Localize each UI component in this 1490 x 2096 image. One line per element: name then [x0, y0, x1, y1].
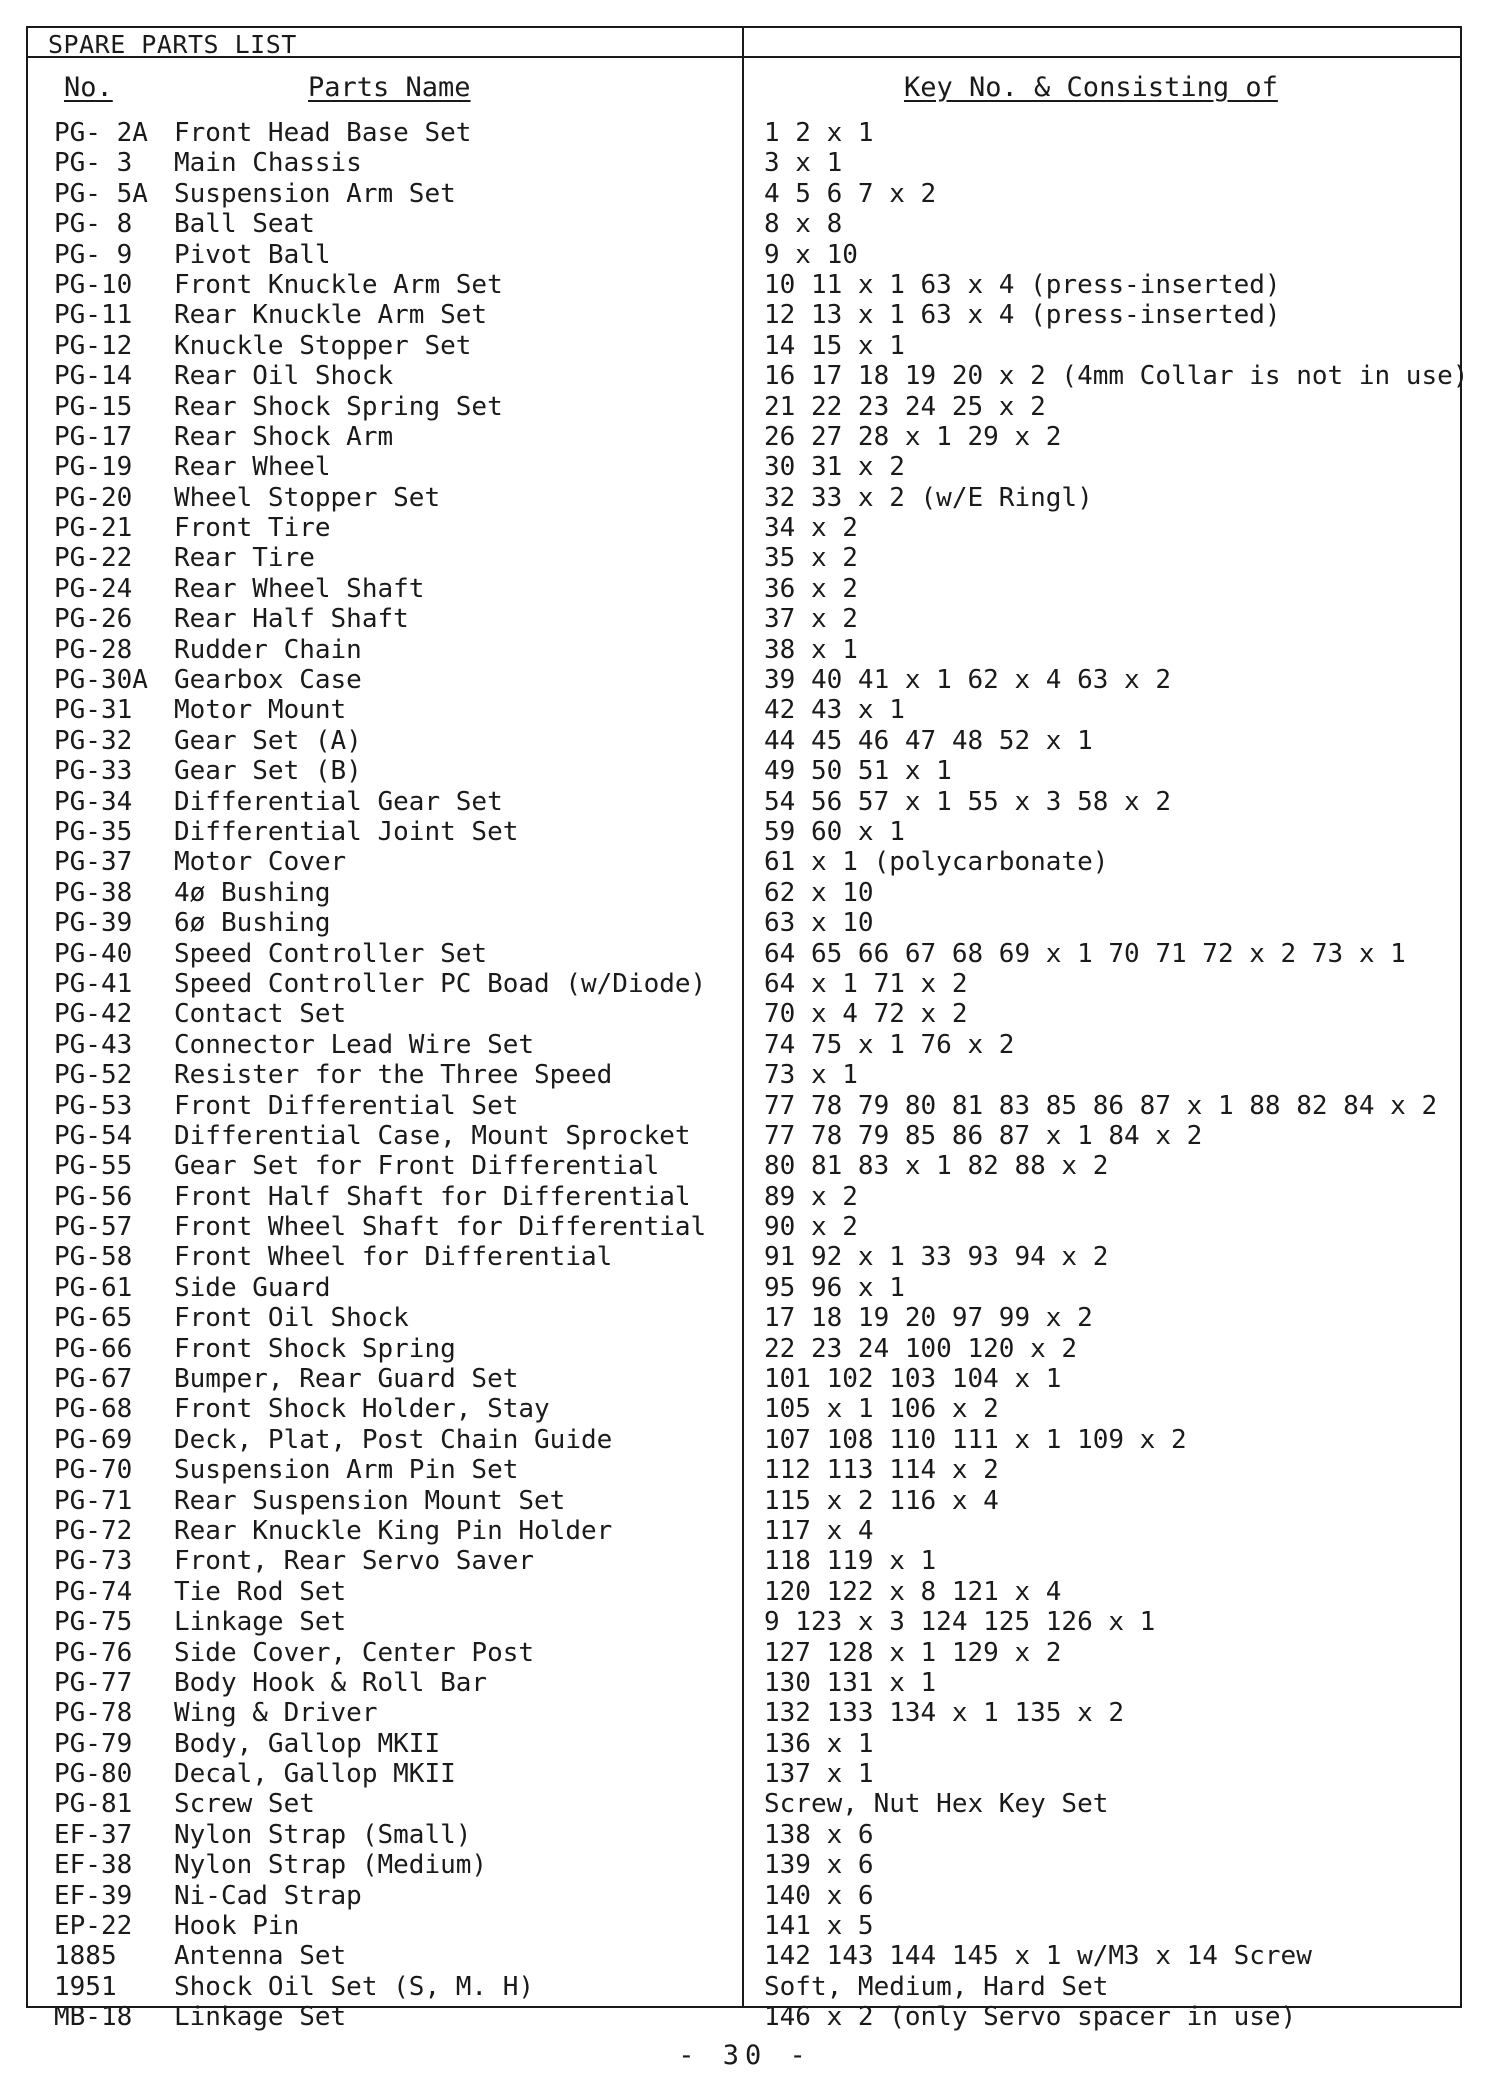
key-numbers: 61 x 1 (polycarbonate): [764, 847, 1109, 878]
key-numbers: 77 78 79 85 86 87 x 1 84 x 2: [764, 1120, 1203, 1151]
part-name: Rear Oil Shock: [174, 361, 394, 392]
key-numbers: 141 x 5: [764, 1911, 874, 1942]
part-number: PG-32: [54, 725, 133, 756]
part-name: Differential Case, Mount Sprocket: [174, 1120, 691, 1151]
key-numbers: 77 78 79 80 81 83 85 86 87 x 1 88 82 84 x 2: [764, 1090, 1438, 1121]
key-numbers: 39 40 41 x 1 62 x 4 63 x 2: [764, 665, 1171, 696]
table-row: [28, 1820, 1460, 1850]
part-number: PG-41: [54, 968, 133, 999]
part-name: Wheel Stopper Set: [174, 482, 441, 513]
key-numbers: 115 x 2 116 x 4: [764, 1485, 999, 1516]
key-numbers: 22 23 24 100 120 x 2: [764, 1333, 1078, 1364]
key-numbers: 38 x 1: [764, 634, 858, 665]
part-name: Main Chassis: [174, 148, 362, 179]
part-number: PG-77: [54, 1667, 133, 1698]
key-numbers: 120 122 x 8 121 x 4: [764, 1576, 1062, 1607]
part-number: EP-22: [54, 1911, 133, 1942]
key-numbers: 137 x 1: [764, 1759, 874, 1790]
part-number: PG- 5A: [54, 178, 148, 209]
part-number: PG-70: [54, 1455, 133, 1486]
part-number: PG-28: [54, 634, 133, 665]
part-number: PG-61: [54, 1272, 133, 1303]
part-number: EF-37: [54, 1819, 133, 1850]
part-number: PG-37: [54, 847, 133, 878]
key-numbers: 4 5 6 7 x 2: [764, 178, 937, 209]
table-row: [28, 452, 1460, 482]
part-number: PG- 8: [54, 209, 133, 240]
key-numbers: 62 x 10: [764, 877, 874, 908]
part-number: 1885: [54, 1941, 117, 1972]
part-number: PG-43: [54, 1029, 133, 1060]
part-name: Front Knuckle Arm Set: [174, 269, 503, 300]
table-row: [28, 1607, 1460, 1637]
spare-parts-table: [26, 26, 1469, 2033]
table-row: [28, 817, 1460, 847]
part-number: EF-39: [54, 1880, 133, 1911]
part-name: Nylon Strap (Small): [174, 1819, 472, 1850]
table-row: [28, 240, 1460, 270]
part-number: PG- 3: [54, 148, 133, 179]
key-numbers: 105 x 1 106 x 2: [764, 1394, 999, 1425]
part-name: Speed Controller Set: [174, 938, 488, 969]
title-cell-blank: [744, 28, 1460, 58]
part-name: Body Hook & Roll Bar: [174, 1667, 488, 1698]
table-row: [28, 1364, 1460, 1394]
table-row: [28, 574, 1460, 604]
key-numbers: 1 2 x 1: [764, 118, 874, 148]
table-row: [28, 1030, 1460, 1060]
part-number: PG-30A: [54, 665, 148, 696]
part-name: Front Wheel Shaft for Differential: [174, 1212, 707, 1243]
part-number: PG-10: [54, 269, 133, 300]
key-numbers: 14 15 x 1: [764, 330, 905, 361]
part-number: PG-35: [54, 816, 133, 847]
part-number: PG-71: [54, 1485, 133, 1516]
key-numbers: 139 x 6: [764, 1850, 874, 1881]
part-name: Suspension Arm Pin Set: [174, 1455, 519, 1486]
part-number: PG-38: [54, 877, 133, 908]
table-row: [28, 1182, 1460, 1212]
table-row: [28, 1060, 1460, 1090]
key-numbers: 9 123 x 3 124 125 126 x 1: [764, 1607, 1156, 1638]
part-name: Body, Gallop MKII: [174, 1728, 441, 1759]
table-row: [28, 1334, 1460, 1364]
part-number: PG-54: [54, 1120, 133, 1151]
part-number: PG-66: [54, 1333, 133, 1364]
table-row: [28, 1668, 1460, 1698]
part-number: PG-80: [54, 1759, 133, 1790]
key-numbers: 112 113 114 x 2: [764, 1455, 999, 1486]
table-row: [28, 726, 1460, 756]
part-name: Differential Joint Set: [174, 816, 519, 847]
sheet-title: SPARE PARTS LIST: [48, 30, 297, 59]
key-numbers: 140 x 6: [764, 1880, 874, 1911]
part-name: Speed Controller PC Boad (w/Diode): [174, 968, 707, 999]
part-name: Decal, Gallop MKII: [174, 1759, 456, 1790]
table-row: [28, 1789, 1460, 1819]
part-name: Linkage Set: [174, 1607, 347, 1638]
key-numbers: 42 43 x 1: [764, 695, 905, 726]
table-row: [28, 270, 1460, 300]
table-row: [28, 1425, 1460, 1455]
part-number: PG-24: [54, 573, 133, 604]
part-number: PG-26: [54, 604, 133, 635]
table-row: [28, 1729, 1460, 1759]
part-number: PG-22: [54, 543, 133, 574]
table-row: [28, 1455, 1460, 1485]
key-numbers: 90 x 2: [764, 1212, 858, 1243]
key-numbers: 35 x 2: [764, 543, 858, 574]
key-numbers: 37 x 2: [764, 604, 858, 635]
part-number: EF-38: [54, 1850, 133, 1881]
key-numbers: Screw, Nut Hex Key Set: [764, 1789, 1109, 1820]
column-header-key-no: Key No. & Consisting of: [904, 72, 1278, 103]
part-name: Differential Gear Set: [174, 786, 503, 817]
key-numbers: 16 17 18 19 20 x 2 (4mm Collar is not in use): [764, 361, 1469, 392]
key-numbers: 127 128 x 1 129 x 2: [764, 1637, 1062, 1668]
table-row: [28, 604, 1460, 634]
part-number: PG-58: [54, 1242, 133, 1273]
key-numbers: Soft, Medium, Hard Set: [764, 1971, 1109, 2002]
part-number: PG-39: [54, 908, 133, 939]
part-number: PG-12: [54, 330, 133, 361]
part-number: PG-17: [54, 421, 133, 452]
table-row: [28, 543, 1460, 573]
table-row: [28, 331, 1460, 361]
part-name: 6ø Bushing: [174, 908, 331, 939]
table-row: [28, 1516, 1460, 1546]
part-name: Deck, Plat, Post Chain Guide: [174, 1424, 613, 1455]
part-name: Gear Set for Front Differential: [174, 1151, 660, 1182]
table-row: [28, 878, 1460, 908]
part-number: PG-72: [54, 1515, 133, 1546]
table-row: [28, 908, 1460, 938]
part-name: Front Wheel for Differential: [174, 1242, 613, 1273]
part-number: PG-14: [54, 361, 133, 392]
part-name: Rear Shock Arm: [174, 421, 394, 452]
part-name: Front Half Shaft for Differential: [174, 1181, 691, 1212]
key-numbers: 54 56 57 x 1 55 x 3 58 x 2: [764, 786, 1171, 817]
key-numbers: 138 x 6: [764, 1819, 874, 1850]
table-row: [28, 361, 1469, 392]
key-numbers: 89 x 2: [764, 1181, 858, 1212]
part-name: Front Shock Spring: [174, 1333, 456, 1364]
part-name: Knuckle Stopper Set: [174, 330, 472, 361]
table-row: [28, 1698, 1460, 1728]
table-row: [28, 695, 1460, 725]
part-name: Connector Lead Wire Set: [174, 1029, 535, 1060]
part-name: Pivot Ball: [174, 239, 331, 270]
table-row: [28, 1972, 1460, 2002]
part-name: Gear Set (A): [174, 725, 362, 756]
table-row: [28, 1121, 1460, 1151]
part-number: PG-75: [54, 1607, 133, 1638]
part-number: PG-76: [54, 1637, 133, 1668]
part-name: Front Shock Holder, Stay: [174, 1394, 550, 1425]
key-numbers: 12 13 x 1 63 x 4 (press-inserted): [764, 300, 1281, 331]
table-row: [28, 179, 1460, 209]
key-numbers: 17 18 19 20 97 99 x 2: [764, 1303, 1093, 1334]
part-name: Contact Set: [174, 999, 347, 1030]
part-number: PG-67: [54, 1364, 133, 1395]
table-row: [28, 847, 1460, 877]
part-number: PG- 9: [54, 239, 133, 270]
table-row: [28, 1091, 1460, 1121]
key-numbers: 73 x 1: [764, 1060, 858, 1091]
part-name: Wing & Driver: [174, 1698, 378, 1729]
table-row: [28, 1759, 1460, 1789]
key-numbers: 146 x 2 (only Servo spacer in use): [764, 2002, 1297, 2033]
key-numbers: 63 x 10: [764, 908, 874, 939]
part-number: PG-69: [54, 1424, 133, 1455]
key-numbers: 64 x 1 71 x 2: [764, 968, 968, 999]
table-row: [28, 1577, 1460, 1607]
key-numbers: 70 x 4 72 x 2: [764, 999, 968, 1030]
part-number: PG-21: [54, 513, 133, 544]
part-name: Rear Shock Spring Set: [174, 391, 503, 422]
part-name: Ball Seat: [174, 209, 315, 240]
table-row: [28, 635, 1460, 665]
table-row: [28, 300, 1460, 330]
column-header-parts-name: Parts Name: [308, 72, 471, 103]
key-numbers: 101 102 103 104 x 1: [764, 1364, 1062, 1395]
table-row: [28, 939, 1460, 969]
part-name: Side Guard: [174, 1272, 331, 1303]
table-row: [28, 118, 1460, 148]
part-number: PG-40: [54, 938, 133, 969]
table-row: [28, 148, 1460, 178]
part-number: PG-55: [54, 1151, 133, 1182]
key-numbers: 9 x 10: [764, 239, 858, 270]
part-name: Tie Rod Set: [174, 1576, 347, 1607]
key-numbers: 8 x 8: [764, 209, 843, 240]
title-cell: [28, 28, 742, 58]
key-numbers: 117 x 4: [764, 1515, 874, 1546]
table-row: [28, 483, 1460, 513]
part-number: PG-74: [54, 1576, 133, 1607]
page-number: - 30 -: [678, 2040, 812, 2071]
part-number: PG-42: [54, 999, 133, 1030]
table-row: [28, 209, 1460, 239]
part-number: PG-34: [54, 786, 133, 817]
part-number: PG-52: [54, 1060, 133, 1091]
part-name: Rear Suspension Mount Set: [174, 1485, 566, 1516]
part-number: PG-65: [54, 1303, 133, 1334]
key-numbers: 36 x 2: [764, 573, 858, 604]
table-row: [28, 513, 1460, 543]
part-number: MB-18: [54, 2002, 133, 2033]
part-number: PG- 2A: [54, 118, 148, 148]
table-row: [28, 1941, 1460, 1971]
table-row: [28, 2002, 1460, 2032]
part-name: Nylon Strap (Medium): [174, 1850, 488, 1881]
part-number: PG-19: [54, 452, 133, 483]
part-name: Side Cover, Center Post: [174, 1637, 535, 1668]
key-numbers: 59 60 x 1: [764, 816, 905, 847]
part-name: Rudder Chain: [174, 634, 362, 665]
key-numbers: 132 133 134 x 1 135 x 2: [764, 1698, 1125, 1729]
key-numbers: 34 x 2: [764, 513, 858, 544]
key-numbers: 136 x 1: [764, 1728, 874, 1759]
table-row: [28, 787, 1460, 817]
key-numbers: 3 x 1: [764, 148, 843, 179]
table-row: [28, 1242, 1460, 1272]
key-numbers: 49 50 51 x 1: [764, 756, 952, 787]
key-numbers: 80 81 83 x 1 82 88 x 2: [764, 1151, 1109, 1182]
part-number: PG-31: [54, 695, 133, 726]
part-number: PG-56: [54, 1181, 133, 1212]
table-row: [28, 1273, 1460, 1303]
part-name: Antenna Set: [174, 1941, 347, 1972]
part-name: Motor Cover: [174, 847, 347, 878]
part-number: PG-53: [54, 1090, 133, 1121]
part-number: PG-11: [54, 300, 133, 331]
key-numbers: 32 33 x 2 (w/E Ringl): [764, 482, 1093, 513]
part-name: Rear Wheel Shaft: [174, 573, 425, 604]
part-name: Rear Knuckle King Pin Holder: [174, 1515, 613, 1546]
part-name: Front, Rear Servo Saver: [174, 1546, 535, 1577]
part-name: Shock Oil Set (S, M. H): [174, 1971, 535, 2002]
key-numbers: 130 131 x 1: [764, 1667, 937, 1698]
column-header-no: No.: [64, 72, 113, 103]
part-number: PG-78: [54, 1698, 133, 1729]
table-row: [28, 1394, 1460, 1424]
key-numbers: 107 108 110 111 x 1 109 x 2: [764, 1424, 1187, 1455]
table-row: [28, 999, 1460, 1029]
key-numbers: 74 75 x 1 76 x 2: [764, 1029, 1015, 1060]
part-name: Bumper, Rear Guard Set: [174, 1364, 519, 1395]
table-row: [28, 1303, 1460, 1333]
part-number: 1951: [54, 1971, 117, 2002]
part-name: Linkage Set: [174, 2002, 347, 2033]
part-number: PG-81: [54, 1789, 133, 1820]
part-number: PG-33: [54, 756, 133, 787]
table-row: [28, 1881, 1460, 1911]
table-row: [28, 665, 1460, 695]
part-number: PG-15: [54, 391, 133, 422]
part-name: Resister for the Three Speed: [174, 1060, 613, 1091]
table-row: [28, 969, 1460, 999]
table-row: [28, 422, 1460, 452]
part-name: Hook Pin: [174, 1911, 300, 1942]
part-name: 4ø Bushing: [174, 877, 331, 908]
table-row: [28, 1486, 1460, 1516]
table-row: [28, 1638, 1460, 1668]
key-numbers: 10 11 x 1 63 x 4 (press-inserted): [764, 269, 1281, 300]
table-row: [28, 1151, 1460, 1181]
key-numbers: 26 27 28 x 1 29 x 2: [764, 421, 1062, 452]
part-number: PG-57: [54, 1212, 133, 1243]
key-numbers: 30 31 x 2: [764, 452, 905, 483]
key-numbers: 44 45 46 47 48 52 x 1: [764, 725, 1093, 756]
part-number: PG-73: [54, 1546, 133, 1577]
part-name: Gearbox Case: [174, 665, 362, 696]
part-name: Ni-Cad Strap: [174, 1880, 362, 1911]
part-name: Front Oil Shock: [174, 1303, 409, 1334]
part-number: PG-20: [54, 482, 133, 513]
part-name: Motor Mount: [174, 695, 347, 726]
table-row: [28, 1546, 1460, 1576]
part-name: Front Head Base Set: [174, 118, 472, 148]
part-name: Screw Set: [174, 1789, 315, 1820]
key-numbers: 142 143 144 145 x 1 w/M3 x 14 Screw: [764, 1941, 1312, 1972]
key-numbers: 118 119 x 1: [764, 1546, 937, 1577]
part-name: Rear Knuckle Arm Set: [174, 300, 488, 331]
key-numbers: 95 96 x 1: [764, 1272, 905, 1303]
part-name: Front Tire: [174, 513, 331, 544]
table-row: [28, 1212, 1460, 1242]
part-number: PG-79: [54, 1728, 133, 1759]
table-row: [28, 392, 1460, 422]
key-numbers: 64 65 66 67 68 69 x 1 70 71 72 x 2 73 x 1: [764, 938, 1406, 969]
part-name: Rear Wheel: [174, 452, 331, 483]
part-name: Rear Half Shaft: [174, 604, 409, 635]
table-row: [28, 1911, 1460, 1941]
table-row: [28, 756, 1460, 786]
part-name: Rear Tire: [174, 543, 315, 574]
part-name: Gear Set (B): [174, 756, 362, 787]
key-numbers: 91 92 x 1 33 93 94 x 2: [764, 1242, 1109, 1273]
parts-list: [28, 118, 1469, 2033]
part-name: Suspension Arm Set: [174, 178, 456, 209]
part-name: Front Differential Set: [174, 1090, 519, 1121]
table-row: [28, 1850, 1460, 1880]
part-number: PG-68: [54, 1394, 133, 1425]
key-numbers: 21 22 23 24 25 x 2: [764, 391, 1046, 422]
